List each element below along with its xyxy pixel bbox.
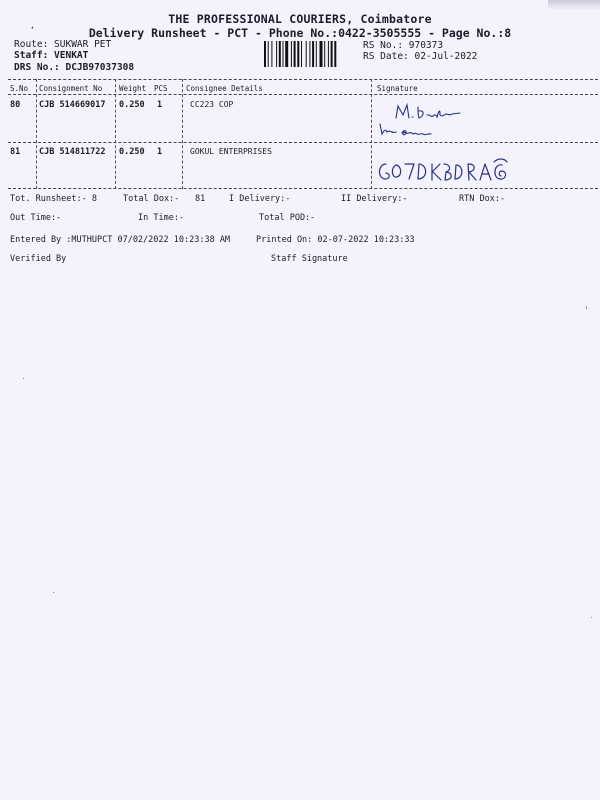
rs-number: RS No.: 970373 [363, 40, 444, 51]
tot-runsheet: Tot. Runsheet:- 8 [10, 194, 97, 204]
row-weight: 0.250 [119, 100, 145, 110]
column-header-pcs: PCS [154, 84, 168, 93]
route-label: Route: SUKWAR PET [14, 39, 112, 50]
verified-by: Verified By [10, 254, 67, 264]
row-rule [8, 142, 598, 143]
i-delivery: I Delivery:- [229, 194, 291, 204]
col-divider [115, 79, 116, 189]
scan-speck [586, 306, 587, 309]
corner-smudge [548, 0, 600, 10]
col-divider [36, 79, 37, 189]
column-header-sno: S.No [10, 84, 29, 93]
row-sno: 81 [10, 147, 21, 157]
row-consignment: CJB 514811722 [39, 147, 106, 157]
column-header-consignment: Consignment No [39, 84, 103, 93]
column-header-signature: Signature [377, 84, 418, 93]
staff-label: Staff: VENKAT [14, 50, 89, 61]
column-header-weight: Weight [119, 84, 147, 93]
scan-speck [591, 617, 592, 618]
signature-handwritten [372, 98, 492, 142]
drs-number: DRS No.: DCJB97037308 [14, 62, 135, 73]
rtn-dox: RTN Dox:- [459, 194, 506, 204]
rs-date: RS Date: 02-Jul-2022 [363, 51, 478, 62]
stray-mark: , [30, 21, 35, 30]
signature-handwritten [372, 152, 532, 188]
barcode [264, 41, 358, 67]
total-pod: Total POD:- [259, 213, 316, 223]
runsheet-subtitle: Delivery Runsheet - PCT - Phone No.:0422-3505555 - Page No.:8 [88, 26, 512, 40]
row-consignee: CC223 COP [190, 100, 234, 109]
ii-delivery: II Delivery:- [341, 194, 408, 204]
row-pcs: 1 [157, 147, 163, 157]
total-dox-value: 81 [195, 194, 206, 204]
row-weight: 0.250 [119, 147, 145, 157]
column-header-consignee: Consignee Details [186, 84, 263, 93]
total-dox-label: Total Dox:- [123, 194, 180, 204]
row-pcs: 1 [157, 100, 163, 110]
scan-speck [23, 378, 24, 379]
col-divider [182, 79, 183, 189]
row-consignment: CJB 514669017 [39, 100, 106, 110]
table-bottom-rule [8, 188, 598, 189]
scan-speck [53, 592, 54, 593]
row-sno: 80 [10, 100, 21, 110]
in-time: In Time:- [138, 213, 185, 223]
staff-signature: Staff Signature [271, 254, 348, 264]
out-time: Out Time:- [10, 213, 62, 223]
table-top-rule [8, 79, 598, 80]
header-rule [8, 94, 598, 95]
entered-by: Entered By :MUTHUPCT 07/02/2022 10:23:38 AM [10, 235, 231, 245]
row-consignee: GOKUL ENTERPRISES [190, 147, 272, 156]
printed-on: Printed On: 02-07-2022 10:23:33 [256, 235, 415, 245]
company-title: THE PROFESSIONAL COURIERS, Coimbatore [168, 12, 432, 26]
